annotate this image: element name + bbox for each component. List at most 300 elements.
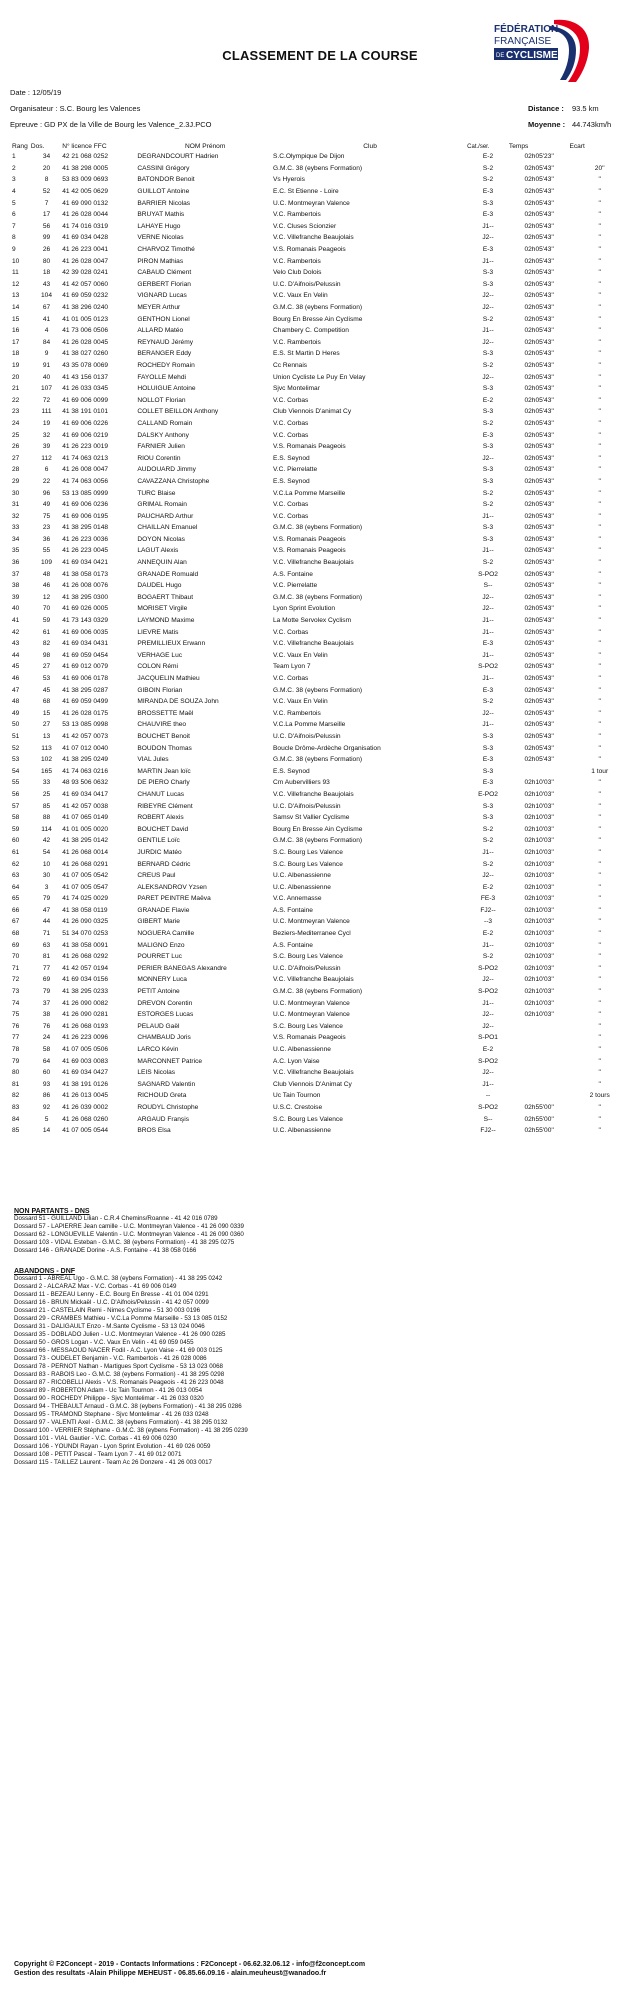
- cell-licence: 51 34 070 0253: [62, 930, 109, 938]
- cell-club: U.C. Albenassienne: [273, 883, 331, 891]
- table-row: [10, 603, 630, 615]
- cell-licence: 41 26 090 0281: [62, 1011, 109, 1019]
- cell-temps: 02h05'43'': [524, 489, 554, 497]
- cell-dossard: 9: [44, 350, 49, 358]
- cell-licence: 41 26 090 0325: [62, 918, 109, 926]
- cell-club: Team Lyon 7: [273, 663, 311, 671]
- cell-ecart: ": [598, 396, 601, 404]
- cell-cat: E-3: [482, 188, 494, 196]
- cell-ecart: ": [598, 512, 601, 520]
- cell-nom: VIAL Jules: [137, 756, 169, 764]
- table-row: [10, 197, 630, 209]
- cell-temps: 02h10'03'': [524, 848, 554, 856]
- svg-text:FÉDÉRATION: FÉDÉRATION: [494, 24, 559, 35]
- cell-club: V.C. Corbas: [273, 675, 309, 683]
- cell-rang: 54: [12, 767, 20, 775]
- cell-temps: 02h05'43'': [524, 721, 554, 729]
- dnf-entry: Dossard 35 - DOBLADO Julien - U.C. Montmeyran Valence - 41 26 090 0285: [14, 1331, 226, 1338]
- cell-nom: ARGAUD Franşis: [137, 1115, 189, 1123]
- cell-cat: E-3: [482, 756, 494, 764]
- cell-cat: E-2: [482, 396, 494, 404]
- cell-licence: 41 69 059 0232: [62, 292, 109, 300]
- cell-nom: ROCHEDY Romain: [137, 361, 195, 369]
- table-row: [10, 163, 630, 175]
- cell-licence: 41 38 027 0260: [62, 350, 109, 358]
- table-row: [10, 789, 630, 801]
- cell-nom: DOYON Nicolas: [137, 535, 185, 543]
- cell-nom: CALLAND Romain: [137, 419, 193, 427]
- cell-nom: DEGRANDCOURT Hadrien: [137, 153, 219, 161]
- dns-entry: Dossard 51 - GUILLAND Lilian - C.R.4 Chemins/Roanne - 41 42 016 0789: [14, 1215, 218, 1222]
- cell-club: G.M.C. 38 (eybens Formation): [273, 304, 363, 312]
- cell-rang: 76: [12, 1022, 20, 1030]
- cell-dossard: 67: [42, 304, 51, 312]
- cell-temps: 02h05'43'': [524, 350, 554, 358]
- cell-nom: JURDIC Matéo: [137, 848, 182, 856]
- cell-nom: MORISET Virgile: [137, 605, 188, 613]
- cell-licence: 41 38 295 0233: [62, 988, 109, 996]
- cell-cat: J1--: [482, 651, 494, 659]
- cell-licence: 41 42 057 0038: [62, 802, 109, 810]
- cell-temps: 02h05'43'': [524, 164, 554, 172]
- cell-licence: 41 26 028 0045: [62, 338, 109, 346]
- cell-licence: 41 74 063 0216: [62, 767, 109, 775]
- table-row: [10, 650, 630, 662]
- cell-cat: J2--: [482, 234, 494, 242]
- table-row: [10, 348, 630, 360]
- cell-rang: 32: [12, 512, 20, 520]
- cell-cat: J1--: [482, 675, 494, 683]
- cell-ecart: ": [598, 999, 601, 1007]
- cell-licence: 41 07 005 0542: [62, 872, 109, 880]
- cell-club: V.C. Rambertois: [273, 211, 321, 219]
- cell-nom: AUDOUARD Jimmy: [137, 466, 196, 474]
- cell-ecart: ": [598, 304, 601, 312]
- cell-club: Boucle Drôme-Ardèche Organisation: [273, 744, 381, 752]
- cell-dossard: 165: [41, 767, 53, 775]
- cell-ecart: ": [598, 466, 601, 474]
- cell-club: Uc Tain Tournon: [273, 1092, 321, 1100]
- cell-cat: E-3: [482, 779, 494, 787]
- cell-temps: 02h05'43'': [524, 419, 554, 427]
- cell-licence: 41 26 223 0096: [62, 1034, 109, 1042]
- cell-temps: 02h05'43'': [524, 582, 554, 590]
- cell-rang: 25: [12, 431, 20, 439]
- cell-dossard: 109: [41, 559, 53, 567]
- cell-dossard: 81: [42, 953, 51, 961]
- cell-ecart: ": [598, 269, 601, 277]
- cell-dossard: 27: [42, 663, 51, 671]
- cell-nom: MARTIN Jean loïc: [137, 767, 191, 775]
- cell-temps: 02h05'43'': [524, 663, 554, 671]
- col-header-rang: Rang: [12, 143, 28, 150]
- cell-dossard: 64: [42, 1057, 51, 1065]
- cell-club: U.C. D'Aifnois/Pelussin: [273, 732, 341, 740]
- cell-licence: 41 69 006 0035: [62, 628, 109, 636]
- cell-club: S.C. Bourg Les Valence: [273, 953, 343, 961]
- cell-club: V.C. Corbas: [273, 431, 309, 439]
- cell-dossard: 6: [44, 466, 49, 474]
- cell-cat: J1--: [482, 512, 494, 520]
- cell-rang: 51: [12, 732, 20, 740]
- cell-licence: 41 01 005 0020: [62, 825, 109, 833]
- distance-label: Distance :: [528, 104, 564, 113]
- table-row: [10, 905, 630, 917]
- cell-ecart: ": [598, 732, 601, 740]
- cell-ecart: ": [598, 535, 601, 543]
- cell-licence: 41 26 008 0047: [62, 466, 109, 474]
- cell-ecart: ": [598, 628, 601, 636]
- cell-dossard: 24: [42, 1034, 51, 1042]
- cell-ecart: ": [598, 385, 601, 393]
- cell-rang: 46: [12, 675, 20, 683]
- dnf-entry: Dossard 101 - VIAL Gautier - V.C. Corbas - 41 69 006 0230: [14, 1435, 177, 1442]
- cell-club: V.C. Villefranche Beaujolais: [273, 234, 354, 242]
- dns-entry: Dossard 62 - LONGUEVILLE Valentin - U.C. Montmeyran Valence - 41 26 090 0360: [14, 1231, 244, 1238]
- cell-ecart: ": [598, 234, 601, 242]
- cell-licence: 41 26 068 0260: [62, 1115, 109, 1123]
- cell-temps: 02h05'43'': [524, 361, 554, 369]
- cell-temps: 02h05'43'': [524, 246, 554, 254]
- cell-temps: [509, 1079, 570, 1091]
- dnf-entry: Dossard 108 - PETIT Pascal - Team Lyon 7 - 41 69 012 0071: [14, 1451, 182, 1458]
- cell-cat: S-PO2: [478, 1057, 498, 1065]
- cell-licence: 41 69 006 0219: [62, 431, 109, 439]
- race-date: Date : 12/05/19: [10, 88, 62, 97]
- cell-licence: 41 26 223 0036: [62, 535, 109, 543]
- cell-temps: 02h05'43'': [524, 373, 554, 381]
- dnf-entry: Dossard 100 - VERRIER Stéphane - G.M.C. 38 (eybens Formation) - 41 38 295 0239: [14, 1427, 248, 1434]
- table-row: [10, 951, 630, 963]
- cell-cat: J2--: [482, 304, 494, 312]
- table-row: [10, 638, 630, 650]
- cell-temps: 02h05'43'': [524, 199, 554, 207]
- cell-licence: 41 38 058 0119: [62, 906, 108, 914]
- cell-ecart: ": [598, 222, 601, 230]
- cell-rang: 85: [12, 1127, 20, 1135]
- cell-ecart: 20'': [594, 164, 605, 172]
- cell-cat: --: [485, 1092, 491, 1100]
- cell-rang: 63: [12, 872, 20, 880]
- cell-nom: LIEVRE Matis: [137, 628, 179, 636]
- dnf-entry: Dossard 29 - CRAMBES Mathieu - V.C.La Pomme Marseille - 53 13 085 0152: [14, 1315, 228, 1322]
- footer-copyright: Copyright © F2Concept - 2019 - Contacts Informations : F2Concept - 06.62.32.06.12 - info@f2concept.com: [14, 1961, 366, 1968]
- cell-rang: 81: [12, 1080, 20, 1088]
- cell-temps: 02h05'43'': [524, 408, 554, 416]
- cell-licence: 41 69 003 0083: [62, 1057, 109, 1065]
- col-header-club: Club: [363, 143, 377, 150]
- cell-licence: 41 69 059 0454: [62, 651, 109, 659]
- cell-licence: 41 42 057 0194: [62, 964, 109, 972]
- cell-ecart: ": [598, 280, 601, 288]
- cell-temps: 02h05'43'': [524, 709, 554, 717]
- cell-rang: 49: [12, 709, 20, 717]
- cell-rang: 73: [12, 988, 20, 996]
- cell-club: S.C. Bourg Les Valence: [273, 860, 343, 868]
- cell-cat: J2--: [482, 593, 494, 601]
- cell-ecart: ": [598, 292, 601, 300]
- race-event: Epreuve : GD PX de la Ville de Bourg les Valence_2.3J.PCO: [10, 120, 212, 129]
- cell-rang: 34: [12, 535, 20, 543]
- cell-cat: E-3: [482, 431, 494, 439]
- table-row: [10, 313, 630, 325]
- cell-nom: GRIMAL Romain: [137, 501, 187, 509]
- cell-rang: 74: [12, 999, 20, 1007]
- cell-cat: S-2: [482, 361, 494, 369]
- cell-rang: 79: [12, 1057, 20, 1065]
- cell-ecart: ": [598, 605, 601, 613]
- cell-licence: 41 38 295 0300: [62, 593, 109, 601]
- cell-rang: 6: [12, 211, 16, 219]
- cell-club: E.S. St Martin D Heres: [273, 350, 340, 358]
- cell-rang: 16: [12, 327, 20, 335]
- dnf-entry: Dossard 73 - OUDELET Benjamin - V.C. Rambertois - 41 26 028 0086: [14, 1355, 207, 1362]
- cell-temps: 02h10'03'': [524, 976, 554, 984]
- dnf-entry: Dossard 97 - VALENTI Axel - G.M.C. 38 (eybens Formation) - 41 38 295 0132: [14, 1419, 228, 1426]
- cell-ecart: ": [598, 1115, 601, 1123]
- cell-dossard: 92: [42, 1103, 51, 1111]
- cell-licence: 43 35 078 0069: [62, 361, 109, 369]
- cell-rang: 45: [12, 663, 20, 671]
- cell-temps: 02h05'43'': [524, 547, 554, 555]
- cell-temps: 02h55'00'': [524, 1103, 554, 1111]
- cell-licence: 41 38 298 0005: [62, 164, 109, 172]
- moyenne-label: Moyenne :: [528, 120, 566, 129]
- table-row: [10, 418, 630, 430]
- cell-ecart: ": [598, 199, 601, 207]
- cell-rang: 40: [12, 605, 20, 613]
- cell-rang: 27: [12, 454, 20, 462]
- cell-dossard: 33: [42, 779, 51, 787]
- cell-cat: J1--: [482, 941, 494, 949]
- results-header-row: [10, 142, 630, 151]
- cell-rang: 21: [12, 385, 20, 393]
- cell-nom: GUILLOT Antoine: [137, 188, 190, 196]
- cell-dossard: 49: [42, 501, 51, 509]
- cell-temps: 02h05'43'': [524, 617, 554, 625]
- table-row: [10, 963, 630, 975]
- cell-cat: S-2: [482, 501, 494, 509]
- cell-club: S.C.Olympique De Dijon: [273, 153, 345, 161]
- dnf-entry: Dossard 21 - CASTELAIN Remi - Nimes Cyclisme - 51 30 003 0196: [14, 1307, 201, 1314]
- cell-cat: J1--: [482, 617, 494, 625]
- cell-nom: CHANUT Lucas: [137, 790, 185, 798]
- cell-nom: RICHOUD Greta: [137, 1092, 187, 1100]
- cell-dossard: 20: [42, 164, 51, 172]
- cell-rang: 42: [12, 628, 20, 636]
- cell-cat: S-2: [482, 315, 494, 323]
- cell-nom: RIOU Corentin: [137, 454, 181, 462]
- cell-licence: 41 69 090 0132: [62, 199, 109, 207]
- cell-ecart: ": [598, 211, 601, 219]
- cell-temps: 02h10'03'': [524, 837, 554, 845]
- cell-ecart: ": [598, 779, 601, 787]
- cell-nom: GENTHON Lionel: [137, 315, 190, 323]
- cell-nom: NOGUERA Camille: [137, 930, 195, 938]
- cell-temps: 02h05'43'': [524, 501, 554, 509]
- cell-rang: 64: [12, 883, 20, 891]
- cell-licence: 42 39 028 0241: [62, 269, 109, 277]
- cell-nom: PELAUD Gaël: [137, 1022, 180, 1030]
- cell-dossard: 7: [44, 199, 49, 207]
- cell-temps: 02h10'03'': [524, 802, 554, 810]
- table-row: [10, 1090, 630, 1102]
- cell-temps: 02h10'03'': [524, 883, 554, 891]
- col-header-ecart: Ecart: [569, 143, 585, 150]
- cell-licence: 41 38 295 0142: [62, 837, 109, 845]
- cell-temps: 02h05'43'': [524, 176, 554, 184]
- cell-ecart: ": [598, 663, 601, 671]
- cell-cat: S-PO2: [478, 1103, 498, 1111]
- cell-licence: 41 69 034 0417: [62, 790, 109, 798]
- cell-cat: S-2: [482, 164, 494, 172]
- cell-licence: 41 42 005 0629: [62, 188, 109, 196]
- cell-rang: 3: [12, 176, 16, 184]
- cell-rang: 22: [12, 396, 20, 404]
- cell-ecart: ": [598, 906, 601, 914]
- cell-club: Velo Club Dolois: [273, 269, 322, 277]
- cell-licence: 53 13 085 0998: [62, 721, 109, 729]
- cell-nom: BOGAERT Thibaut: [137, 593, 194, 601]
- cell-rang: 15: [12, 315, 20, 323]
- cell-dossard: 46: [42, 582, 51, 590]
- cell-rang: 37: [12, 570, 20, 578]
- table-row: [10, 580, 630, 592]
- cell-rang: 60: [12, 837, 20, 845]
- cell-club: A.S. Fontaine: [273, 906, 313, 914]
- cell-cat: S-2: [482, 419, 494, 427]
- cell-temps: 02h05'43'': [524, 443, 554, 451]
- cell-dossard: 113: [41, 744, 52, 752]
- cell-club: G.M.C. 38 (eybens Formation): [273, 686, 363, 694]
- cell-cat: S-3: [482, 814, 494, 822]
- cell-cat: S-2: [482, 559, 494, 567]
- cell-club: V.C. Vaux En Velin: [273, 292, 328, 300]
- cell-cat: S-3: [482, 269, 494, 277]
- cell-club: La Motte Servolex Cyclism: [273, 617, 352, 625]
- cell-dossard: 54: [42, 848, 51, 856]
- cell-dossard: 76: [42, 1022, 51, 1030]
- cell-dossard: 53: [42, 675, 51, 683]
- cell-licence: 41 26 028 0044: [62, 211, 109, 219]
- cell-cat: S--: [483, 1115, 493, 1123]
- cell-temps: [509, 765, 570, 777]
- cell-nom: BROSSETTE Maël: [137, 709, 194, 717]
- cell-temps: [509, 1021, 570, 1033]
- cell-rang: 83: [12, 1103, 20, 1111]
- dns-entry: Dossard 57 - LAPIERRE Jean camille - U.C. Montmeyran Valence - 41 26 090 0339: [14, 1223, 244, 1230]
- cell-temps: 02h05'43'': [524, 222, 554, 230]
- cell-nom: FARNIER Julien: [137, 443, 185, 451]
- cell-dossard: 30: [42, 872, 51, 880]
- cell-licence: 41 07 005 0544: [62, 1127, 109, 1135]
- table-row: [10, 452, 630, 464]
- cell-nom: CASSINI Grégory: [137, 164, 190, 172]
- cell-ecart: ": [598, 593, 601, 601]
- table-row: [10, 974, 630, 986]
- cell-ecart: ": [598, 918, 601, 926]
- cell-rang: 17: [12, 338, 20, 346]
- cell-rang: 28: [12, 466, 20, 474]
- cell-ecart: ": [598, 1022, 601, 1030]
- cell-nom: ESTORGES Lucas: [137, 1011, 194, 1019]
- cell-club: V.S. Romanais Peageois: [273, 547, 346, 555]
- cell-nom: VERHAGE Luc: [137, 651, 183, 659]
- cell-dossard: 71: [42, 930, 51, 938]
- dnf-entry: Dossard 89 - ROBERTON Adam - Uc Tain Tournon - 41 26 013 0054: [14, 1387, 203, 1394]
- cell-dossard: 37: [42, 999, 51, 1007]
- cell-club: Samsv St Vallier Cyclisme: [273, 814, 350, 822]
- cell-ecart: ": [598, 582, 601, 590]
- cell-cat: S-3: [482, 477, 494, 485]
- cell-cat: S-PO2: [478, 663, 498, 671]
- cell-dossard: 45: [42, 686, 51, 694]
- cell-nom: REYNAUD Jérémy: [137, 338, 194, 346]
- dnf-entry: Dossard 78 - PERNOT Nathan - Martigues Sport Cyclisme - 53 13 023 0068: [14, 1363, 223, 1370]
- cell-cat: J2--: [482, 1069, 494, 1077]
- cell-cat: J2--: [482, 976, 494, 984]
- cell-cat: J1--: [482, 628, 494, 636]
- cell-dossard: 8: [44, 176, 49, 184]
- cell-club: U.C. Albenassienne: [273, 872, 331, 880]
- table-row: [10, 545, 630, 557]
- cell-cat: S-3: [482, 443, 494, 451]
- cell-rang: 13: [12, 292, 20, 300]
- cell-dossard: 15: [42, 709, 51, 717]
- cell-club: V.C. Rambertois: [273, 257, 321, 265]
- table-row: [10, 1055, 630, 1067]
- table-row: [10, 337, 630, 349]
- cell-cat: S-2: [482, 698, 494, 706]
- cell-dossard: 40: [42, 373, 51, 381]
- cell-temps: 02h05'43'': [524, 640, 554, 648]
- table-row: [10, 360, 630, 372]
- table-row: [10, 279, 630, 291]
- cell-dossard: 102: [41, 756, 53, 764]
- cell-licence: 41 69 012 0079: [62, 663, 109, 671]
- cell-rang: 56: [12, 790, 20, 798]
- cell-club: Cc Rennais: [273, 361, 308, 369]
- cell-dossard: 85: [42, 802, 51, 810]
- cell-licence: 41 74 016 0319: [62, 222, 109, 230]
- cell-dossard: 79: [42, 895, 51, 903]
- cell-rang: 5: [12, 199, 16, 207]
- cell-dossard: 112: [41, 454, 52, 462]
- cell-dossard: 26: [42, 246, 51, 254]
- cell-dossard: 22: [42, 477, 51, 485]
- cell-ecart: ": [598, 477, 601, 485]
- cell-temps: [509, 1044, 570, 1056]
- dnf-entry: Dossard 115 - TAILLEZ Laurent - Team Ac 26 Donzere - 41 26 003 0017: [14, 1459, 212, 1466]
- cell-nom: CAVAZZANA Christophe: [137, 477, 210, 485]
- results-table: [10, 142, 630, 1136]
- cell-temps: 02h05'43'': [524, 570, 554, 578]
- svg-text:DE: DE: [496, 53, 505, 59]
- cell-ecart: ": [598, 617, 601, 625]
- cell-ecart: ": [598, 1127, 601, 1135]
- cell-rang: 8: [12, 234, 16, 242]
- cell-licence: 41 26 028 0175: [62, 709, 109, 717]
- cell-dossard: 69: [42, 976, 51, 984]
- cell-cat: S-2: [482, 825, 494, 833]
- table-row: [10, 371, 630, 383]
- cell-club: V.C. Vaux En Velin: [273, 651, 328, 659]
- cell-club: V.C.La Pomme Marseille: [273, 721, 346, 729]
- cell-ecart: ": [598, 443, 601, 451]
- cell-ecart: ": [598, 315, 601, 323]
- cell-temps: [509, 1090, 570, 1102]
- cell-ecart: 1 tour: [591, 767, 609, 775]
